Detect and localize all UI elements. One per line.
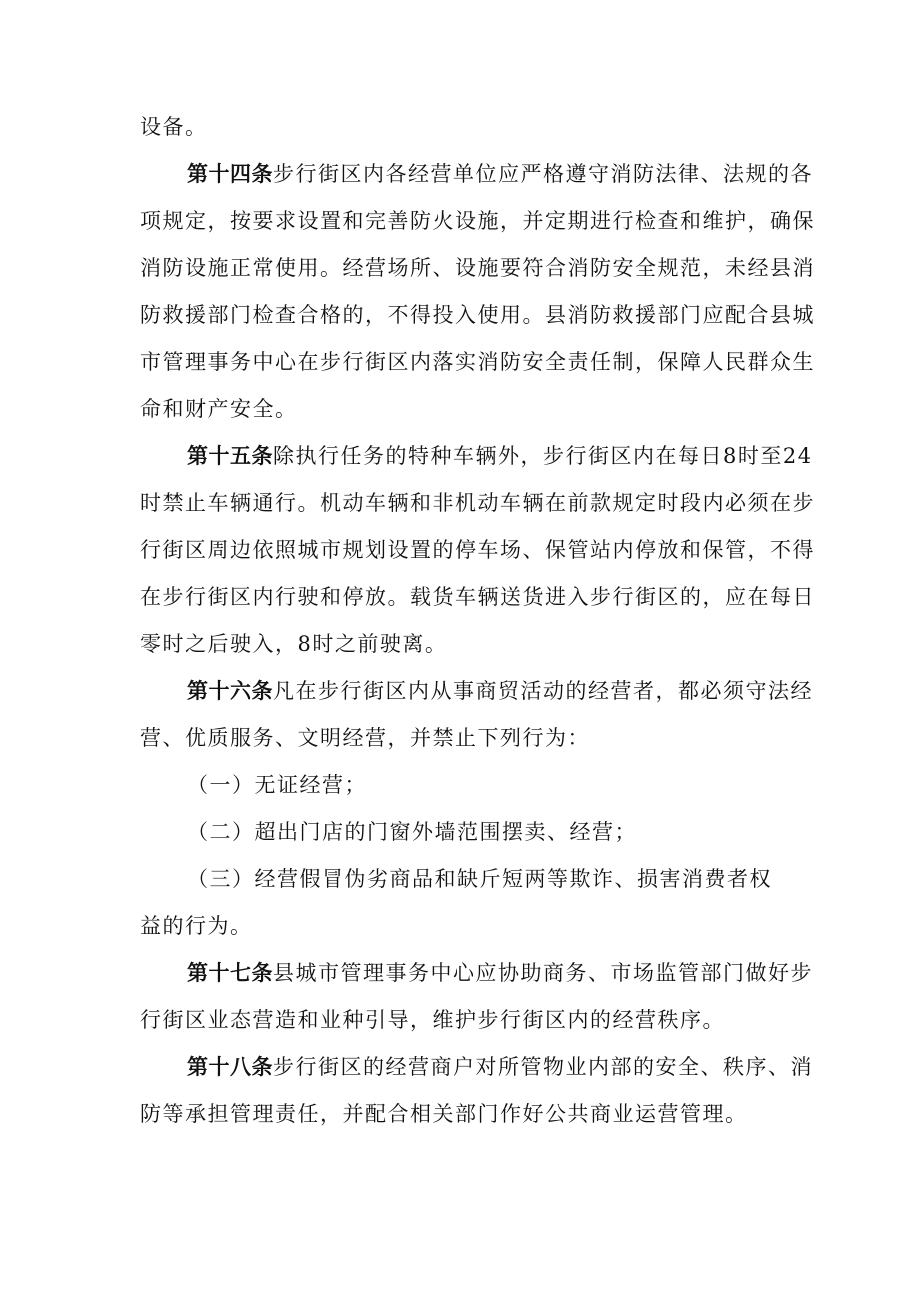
continuation-line: 设备。	[140, 115, 208, 139]
article-17-heading: 第十七条	[187, 961, 273, 985]
article-17	[140, 950, 813, 1044]
article-14-line: 项规定，按要求设置和完善防火设施，并定期进行检查和维护，确保	[140, 209, 815, 233]
list-item: （二）超出门店的门窗外墙范围摆卖、经营；	[187, 820, 637, 844]
article-15-line: 零时之后驶入，8时之前驶离。	[140, 632, 448, 656]
article-16-line: 营、优质服务、文明经营，并禁止下列行为：	[140, 726, 590, 750]
article-17-line: 县城市管理事务中心应协助商务、市场监管部门做好步	[273, 961, 813, 985]
document-page	[140, 104, 815, 1138]
article-18-line: 防等承担管理责任，并配合相关部门作好公共商业运营管理。	[140, 1102, 748, 1126]
article-18	[140, 1044, 813, 1138]
article-15-line: 行街区周边依照城市规划设置的停车场、保管站内停放和保管，不得	[140, 538, 815, 562]
article-14-heading: 第十四条	[187, 162, 273, 186]
article-16-line: 凡在步行街区内从事商贸活动的经营者，都必须守法经	[273, 679, 813, 703]
article-14-line: 步行街区内各经营单位应严格遵守消防法律、法规的各	[273, 162, 813, 186]
list-item: （一）无证经营；	[187, 773, 367, 797]
article-17-line: 行街区业态营造和业种引导，维护步行街区内的经营秩序。	[140, 1008, 725, 1032]
article-15-heading: 第十五条	[187, 444, 273, 468]
article-15	[140, 433, 815, 668]
article-15-line: 时禁止车辆通行。机动车辆和非机动车辆在前款规定时段内必须在步	[140, 491, 815, 515]
article-18-line: 步行街区的经营商户对所管物业内部的安全、秩序、消	[273, 1055, 813, 1079]
list-item-continuation: 益的行为。	[140, 914, 253, 938]
article-14-line: 消防设施正常使用。经营场所、设施要符合消防安全规范，未经县消	[140, 256, 815, 280]
article-18-heading: 第十八条	[187, 1055, 273, 1079]
article-14	[140, 151, 815, 433]
article-16	[140, 668, 813, 950]
article-14-line: 市管理事务中心在步行街区内落实消防安全责任制，保障人民群众生	[140, 350, 815, 374]
list-item: （三）经营假冒伪劣商品和缺斤短两等欺诈、损害消费者权	[187, 867, 772, 891]
article-15-line: 在步行街区内行驶和停放。载货车辆送货进入步行街区的，应在每日	[140, 585, 815, 609]
article-15-line: 除执行任务的特种车辆外，步行街区内在每日8时至24	[273, 444, 813, 468]
article-14-line: 命和财产安全。	[140, 397, 298, 421]
article-14-line: 防救援部门检查合格的，不得投入使用。县消防救援部门应配合县城	[140, 303, 815, 327]
article-16-heading: 第十六条	[187, 679, 273, 703]
